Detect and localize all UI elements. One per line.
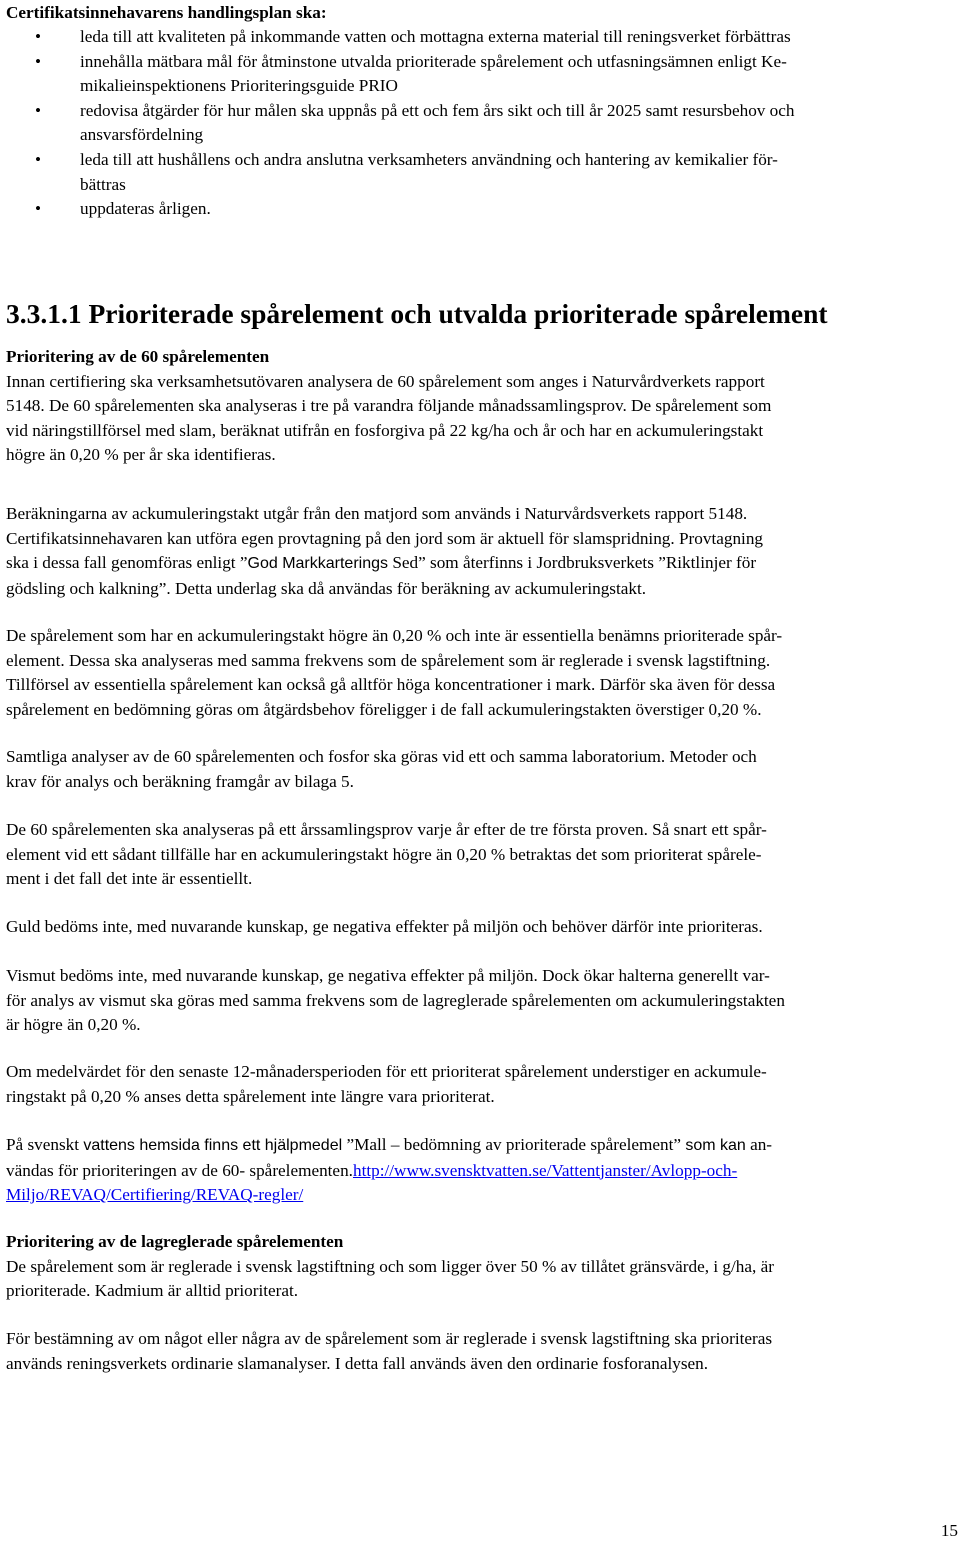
paragraph-line: Certifikatsinnehavaren kan utföra egen provtagning på den jord som är aktuell för slamspridning. Provtagning <box>6 528 764 548</box>
list-item <box>6 25 958 50</box>
section-title: 3.3.1.1 Prioriterade spårelement och utvalda prioriterade spårelement <box>6 298 828 329</box>
text-run: ska i dessa fall genomföras enligt ” <box>6 553 248 573</box>
paragraph-line: Guld bedöms inte, med nuvarande kunskap, ge negativa effekter på miljön och behöver därför inte prioriteras. <box>6 917 763 936</box>
list-item <box>6 50 958 99</box>
list-item-line: innehålla mätbara mål för åtminstone utvalda prioriterade spårelement och utfasningsämnen enligt Ke- <box>80 51 787 71</box>
paragraph-line <box>6 1133 958 1159</box>
svensktvatten-link[interactable]: http://www.svensktvatten.se/Vattentjanster/Avlopp-och- <box>352 1160 738 1180</box>
paragraph-line <box>6 1183 958 1208</box>
list-item-line: mikalieinspektionens Prioriteringsguide PRIO <box>80 76 398 96</box>
paragraph-medelvarde <box>6 1060 958 1109</box>
paragraph-vismut <box>6 964 958 1038</box>
paragraph-line: är högre än 0,20 %. <box>6 1015 141 1035</box>
paragraph-line: Om medelvärdet för den senaste 12-månadersperioden för ett prioriterat spårelement understiger en ackumule- <box>6 1062 767 1081</box>
paragraph-line: För bestämning av om något eller några av de spårelement som är reglerade i svensk lagstiftning ska prioriteras <box>6 1329 773 1348</box>
paragraph-line: för analys av vismut ska göras med samma frekvens som de lagreglerade spårelementen om ackumuleringstakten <box>6 990 785 1010</box>
paragraph-svenskt-vatten <box>6 1133 958 1208</box>
paragraph-line: Beräkningarna av ackumuleringstakt utgår från den matjord som används i Naturvårdsverkets rapport 5148. <box>6 504 748 523</box>
paragraph-line: Tillförsel av essentiella spårelement kan också gå alltför höga koncentrationer i mark. Därför ska även för dessa <box>6 675 776 695</box>
bullet-icon: • <box>35 100 42 120</box>
paragraph-arssamlingsprov <box>6 818 958 892</box>
paragraph-line <box>6 551 958 577</box>
plan-heading: Certifikatsinnehavarens handlingsplan ska: <box>6 3 327 22</box>
paragraph-line: Vismut bedöms inte, med nuvarande kunskap, ge negativa effekter på miljön. Dock ökar halterna generellt var- <box>6 966 770 985</box>
text-run: Sed” som återfinns i Jordbruksverkets ”Riktlinjer för <box>388 553 757 573</box>
paragraph-guld <box>6 915 958 940</box>
paragraph-prioritering-60 <box>6 345 958 468</box>
text-run: God Markkarterings <box>247 555 389 573</box>
paragraph-line: De spårelement som är reglerade i svensk lagstiftning och som ligger över 50 % av tillåtet gränsvärde, i g/ha, är <box>6 1256 774 1276</box>
list-item <box>6 197 958 222</box>
subheading: Prioritering av de lagreglerade spårelementen <box>6 1232 344 1251</box>
paragraph-line: 5148. De 60 spårelementen ska analyseras i tre på varandra följande månadssamlingsprov. De spårelement som <box>6 396 772 416</box>
paragraph-line: spårelement en bedömning göras om åtgärdsbehov föreligger i de fall ackumuleringstakten överstiger 0,20 %. <box>6 699 762 719</box>
paragraph-berakningarna <box>6 502 958 601</box>
paragraph-line: ringstakt på 0,20 % anses detta spårelement inte längre vara prioriterat. <box>6 1086 495 1106</box>
list-item-line: leda till att hushållens och andra anslutna verksamheters användning och hantering av kemikalier för- <box>80 149 778 169</box>
paragraph-line: högre än 0,20 % per år ska identifieras. <box>6 445 276 465</box>
text-run: ”Mall – bedömning av prioriterade spårelement” <box>342 1135 686 1154</box>
paragraph-laboratorium <box>6 745 958 794</box>
paragraph-line: ment i det fall det inte är essentiellt. <box>6 869 253 889</box>
paragraph-line <box>6 1159 958 1184</box>
text-run: På svenskt <box>6 1135 84 1154</box>
text-run: vändas för prioriteringen av de 60- spårelementen. <box>6 1160 353 1180</box>
text-run: an- <box>745 1135 773 1154</box>
list-item-line: uppdateras årligen. <box>80 199 211 219</box>
page-number: 15 <box>940 1521 958 1540</box>
list-item <box>6 99 958 148</box>
list-item-line: bättras <box>80 174 126 194</box>
bullet-icon: • <box>35 27 42 46</box>
subheading: Prioritering av de 60 spårelementen <box>6 347 270 366</box>
list-item-line: ansvarsfördelning <box>80 125 204 145</box>
paragraph-line: gödsling och kalkning”. Detta underlag ska då användas för beräkning av ackumuleringstakt. <box>6 578 647 598</box>
list-item <box>6 148 958 197</box>
paragraph-line: De 60 spårelementen ska analyseras på ett årssamlingsprov varje år efter de tre första proven. Så snart ett spår- <box>6 820 767 839</box>
plan-list <box>6 25 958 222</box>
paragraph-line: används reningsverkets ordinarie slamanalyser. I detta fall används även den ordinarie fosforanalysen. <box>6 1353 709 1373</box>
list-item-line: redovisa åtgärder för hur målen ska uppnås på ett och fem års sikt och till år 2025 samt resursbehov och <box>80 100 795 120</box>
paragraph-lagreglerade <box>6 1230 958 1304</box>
bullet-icon: • <box>35 199 42 219</box>
bullet-icon: • <box>35 51 42 71</box>
list-item-line: leda till att kvaliteten på inkommande vatten och mottagna externa material till reningsverket förbättras <box>80 27 791 46</box>
paragraph-prioriterade-definition <box>6 624 958 722</box>
paragraph-line: element. Dessa ska analyseras med samma frekvens som de spårelement som är reglerade i svensk lagstiftning. <box>6 650 771 670</box>
paragraph-bestamning <box>6 1327 958 1376</box>
paragraph-line: prioriterade. Kadmium är alltid prioriterat. <box>6 1281 299 1301</box>
paragraph-line: Innan certifiering ska verksamhetsutövaren analysera de 60 spårelement som anges i Naturvårdverkets rapport <box>6 371 765 391</box>
text-run: som kan <box>685 1137 746 1154</box>
paragraph-line: vid näringstillförsel med slam, beräknat utifrån en fosforgiva på 22 kg/ha och år och har en ackumuleringstakt <box>6 420 764 440</box>
svensktvatten-link-continued[interactable]: Miljo/REVAQ/Certifiering/REVAQ-regler/ <box>6 1185 304 1205</box>
text-run: vattens hemsida finns ett hjälpmedel <box>83 1137 343 1154</box>
bullet-icon: • <box>35 149 42 169</box>
paragraph-line: element vid ett sådant tillfälle har en ackumuleringstakt högre än 0,20 % betraktas det som prioriterat spårele- <box>6 844 762 864</box>
paragraph-line: Samtliga analyser av de 60 spårelementen och fosfor ska göras vid ett och samma laboratorium. Metoder och <box>6 747 757 766</box>
paragraph-line: krav för analys och beräkning framgår av bilaga 5. <box>6 771 354 791</box>
paragraph-line: De spårelement som har en ackumuleringstakt högre än 0,20 % och inte är essentiella benämns prioriterade spår- <box>6 626 783 645</box>
